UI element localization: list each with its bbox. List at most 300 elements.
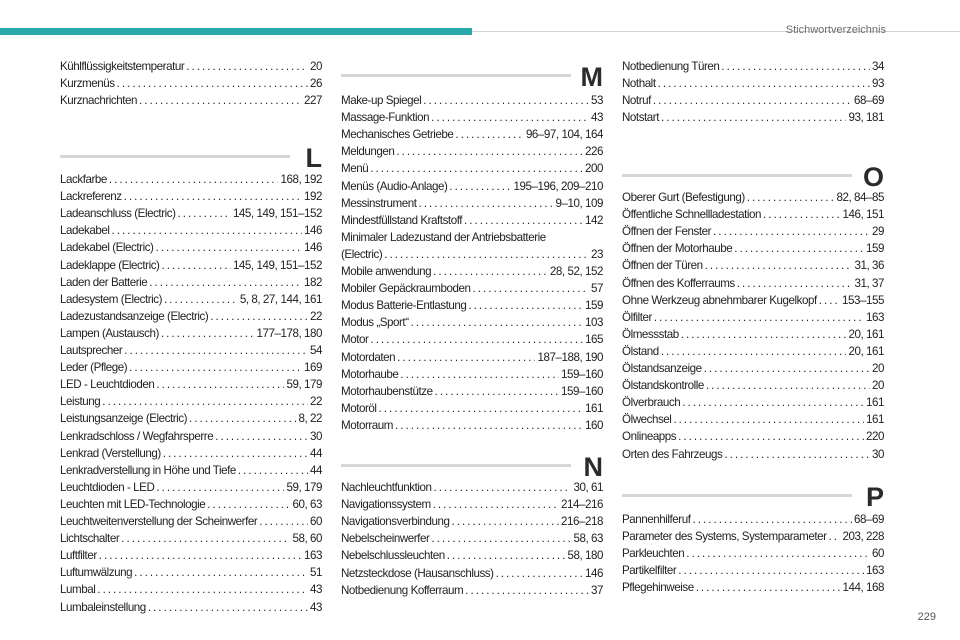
header-accent-bar [0, 28, 472, 35]
index-entry[interactable] [341, 126, 603, 143]
index-entry[interactable] [341, 109, 603, 126]
index-term: Öffentliche Schnellladestation [622, 208, 762, 222]
index-entry[interactable] [341, 195, 603, 212]
index-term: Parkleuchten [622, 547, 685, 561]
page-reference[interactable]: 216–218 [561, 515, 603, 529]
page-reference[interactable]: 31, 37 [854, 276, 884, 290]
dot-leader [747, 189, 835, 206]
dot-leader [109, 171, 279, 188]
dot-leader [673, 411, 864, 428]
page-reference[interactable]: 169 [304, 361, 322, 375]
index-term: Oberer Gurt (Befestigung) [622, 191, 745, 204]
page-reference[interactable]: 20, 161 [848, 327, 884, 341]
dot-leader [164, 291, 238, 308]
section-letter: L [305, 143, 322, 173]
index-entry[interactable] [622, 360, 884, 377]
page-reference[interactable]: 57 [591, 282, 603, 296]
page-reference[interactable]: 146 [585, 566, 603, 580]
page-reference[interactable]: 93 [872, 77, 884, 91]
page-reference[interactable]: 103 [585, 316, 603, 330]
dot-leader [161, 257, 230, 274]
page-reference[interactable]: 192 [304, 190, 322, 204]
index-entry[interactable] [622, 446, 884, 463]
dot-leader [447, 547, 566, 564]
index-entry[interactable] [622, 428, 884, 445]
index-term: Motor [341, 333, 369, 347]
dot-leader [121, 530, 290, 547]
page-reference[interactable]: 227 [304, 94, 322, 108]
index-entry[interactable] [60, 513, 322, 530]
dot-leader [692, 511, 852, 528]
index-entry[interactable] [622, 377, 884, 394]
dot-leader [681, 326, 847, 343]
page-reference[interactable]: 160 [585, 418, 603, 432]
index-term: Ölmessstab [622, 327, 679, 341]
dot-leader [97, 581, 308, 598]
index-entry[interactable] [622, 75, 884, 92]
page-reference[interactable]: 159–160 [561, 367, 603, 381]
index-entry[interactable] [622, 545, 884, 562]
dot-leader [189, 410, 296, 427]
page-reference[interactable]: 146 [304, 241, 322, 255]
page-reference[interactable]: 31, 36 [854, 259, 884, 273]
index-entry[interactable] [622, 411, 884, 428]
section-divider [60, 155, 290, 158]
page-reference[interactable]: 159 [866, 242, 884, 256]
page-reference[interactable]: 60 [310, 515, 322, 528]
index-term: Ölverbrauch [622, 396, 681, 410]
dot-leader [704, 360, 870, 377]
page-reference[interactable]: 43 [591, 111, 603, 125]
dot-leader [434, 479, 572, 496]
index-term: Kühlflüssigkeitstemperatur [60, 60, 185, 73]
index-entry[interactable] [341, 417, 603, 434]
dot-leader [411, 314, 583, 331]
dot-leader [400, 366, 559, 383]
dot-leader [111, 222, 302, 239]
index-entry[interactable] [60, 581, 322, 598]
dot-leader [435, 383, 559, 400]
index-term: Leistung [60, 395, 101, 409]
index-entry[interactable] [60, 462, 322, 479]
page-reference[interactable]: 145, 149, 151–152 [232, 207, 322, 221]
index-term: Lackreferenz [60, 190, 122, 204]
section-divider [341, 464, 571, 467]
index-entry[interactable] [60, 342, 322, 359]
page-reference[interactable]: 43 [310, 583, 322, 597]
index-term: Kurzmenüs [60, 77, 115, 91]
page-reference[interactable]: 34 [872, 60, 884, 73]
index-entry[interactable] [341, 349, 603, 366]
index-term: Leder (Pflege) [60, 361, 128, 375]
page-reference[interactable]: 226 [585, 145, 603, 159]
page-reference[interactable]: 22 [310, 395, 322, 409]
page-reference[interactable]: 163 [866, 310, 884, 324]
page-reference[interactable]: 23 [591, 247, 603, 261]
index-term: Mechanisches Getriebe [341, 128, 454, 142]
dot-leader [433, 263, 548, 280]
index-term: Ölstandsanzeige [622, 362, 702, 375]
index-entry[interactable] [60, 547, 322, 564]
dot-leader [465, 582, 589, 599]
page-reference[interactable]: 161 [585, 401, 603, 415]
page-reference[interactable]: 182 [304, 275, 322, 289]
page-reference[interactable]: 54 [310, 344, 322, 357]
index-entry[interactable] [341, 547, 603, 564]
page-reference[interactable]: 60, 63 [292, 497, 322, 511]
index-entry[interactable] [341, 513, 603, 530]
index-entry[interactable] [60, 530, 322, 547]
index-term: Leuchtweitenverstellung der Scheinwerfer [60, 515, 258, 528]
dot-leader [449, 178, 511, 195]
index-entry[interactable] [341, 314, 603, 331]
page-reference[interactable]: 30 [872, 447, 884, 461]
index-term: Notbedienung Kofferraum [341, 583, 464, 597]
index-entry[interactable] [341, 366, 603, 383]
index-term: Navigationssystem [341, 498, 431, 512]
index-term: Mobiler Gepäckraumboden [341, 282, 471, 296]
section-divider [341, 74, 571, 77]
page-number: 229 [917, 611, 936, 623]
page-reference[interactable]: 30 [310, 429, 322, 443]
page-reference[interactable]: 44 [310, 446, 322, 460]
page-reference[interactable]: 58, 60 [292, 532, 322, 546]
dot-leader [452, 513, 560, 530]
page-reference[interactable]: 220 [866, 430, 884, 444]
index-entry[interactable] [622, 240, 884, 257]
dot-leader [161, 325, 255, 342]
index-entry[interactable] [622, 58, 884, 75]
page-reference[interactable]: 142 [585, 213, 603, 227]
index-entry[interactable] [341, 229, 603, 246]
index-term: Ölstand [622, 344, 659, 358]
index-term: Minimaler Ladezustand der Antriebsbatterie [341, 230, 546, 244]
page-reference[interactable]: 214–216 [561, 498, 603, 512]
page-reference[interactable]: 187–188, 190 [537, 350, 603, 364]
index-entry[interactable] [60, 92, 322, 109]
page-reference[interactable]: 20 [872, 379, 884, 393]
index-entry[interactable] [60, 428, 322, 445]
index-term: Massage-Funktion [341, 111, 430, 125]
index-term: Notruf [622, 94, 651, 108]
dot-leader [370, 160, 583, 177]
page-reference[interactable]: 60 [872, 547, 884, 561]
dot-leader [99, 547, 302, 564]
index-entry[interactable] [60, 393, 322, 410]
page-reference[interactable]: 29 [872, 225, 884, 239]
dot-leader [737, 275, 853, 292]
index-entry[interactable] [622, 309, 884, 326]
index-term: Modus Batterie-Entlastung [341, 299, 467, 313]
page-reference[interactable]: 145, 149, 151–152 [232, 258, 322, 272]
dot-leader [178, 205, 231, 222]
page-reference[interactable]: 20 [872, 362, 884, 375]
index-entry[interactable] [622, 189, 884, 206]
dot-leader [654, 309, 864, 326]
index-entry[interactable] [622, 528, 884, 545]
index-term: Kurznachrichten [60, 94, 138, 108]
index-term: Mindestfüllstand Kraftstoff [341, 213, 463, 227]
dot-leader [658, 75, 870, 92]
dot-leader [102, 393, 308, 410]
index-term: Öffnen der Fenster [622, 225, 711, 239]
index-entry[interactable] [341, 280, 603, 297]
page-reference[interactable]: 146, 151 [842, 208, 884, 222]
page-reference[interactable]: 195–196, 209–210 [513, 179, 603, 193]
dot-leader [210, 308, 308, 325]
page-reference[interactable]: 58, 180 [567, 549, 603, 563]
page-title: Stichwortverzeichnis [785, 24, 886, 36]
index-term: Öffnen der Türen [622, 259, 703, 273]
index-term: Lenkradschloss / Wegfahrsperre [60, 429, 214, 443]
index-entry[interactable] [622, 257, 884, 274]
index-term: Lautsprecher [60, 344, 123, 357]
index-entry[interactable] [341, 565, 603, 582]
index-term: Leuchtdioden - LED [60, 480, 155, 494]
page-reference[interactable]: 58, 63 [573, 532, 603, 546]
index-entry[interactable] [60, 205, 322, 222]
index-term: Navigationsverbindung [341, 515, 450, 529]
page-reference[interactable]: 37 [591, 583, 603, 597]
index-entry[interactable] [60, 359, 322, 376]
index-entry[interactable] [341, 178, 603, 195]
index-entry[interactable] [60, 75, 322, 92]
dot-leader [397, 349, 535, 366]
index-term: Parameter des Systems, Systemparameter [622, 530, 827, 544]
dot-leader [134, 564, 308, 581]
index-entry[interactable] [60, 257, 322, 274]
page-reference[interactable]: 51 [310, 566, 322, 580]
index-entry[interactable] [60, 188, 322, 205]
dot-leader [713, 223, 870, 240]
page-reference[interactable]: 5, 8, 27, 144, 161 [239, 292, 322, 306]
index-term: Motoröl [341, 401, 377, 415]
index-term: Notbedienung Türen [622, 60, 720, 73]
index-entry[interactable] [622, 562, 884, 579]
index-term: Motorraum [341, 418, 393, 432]
index-term: Orten des Fahrzeugs [622, 447, 723, 461]
index-entry[interactable] [341, 331, 603, 348]
index-term: Modus „Sport“ [341, 316, 409, 330]
page-reference[interactable]: 68–69 [854, 513, 884, 526]
index-entry[interactable] [622, 292, 884, 309]
index-term: Nothalt [622, 77, 656, 91]
dot-leader [124, 342, 308, 359]
index-term: Ladeanschluss (Electric) [60, 207, 176, 221]
page-reference[interactable]: 159–160 [561, 384, 603, 398]
page-reference[interactable]: 20, 161 [848, 344, 884, 358]
page-reference[interactable]: 165 [585, 333, 603, 347]
index-term: Luftfilter [60, 549, 97, 563]
index-term: Leistungsanzeige (Electric) [60, 412, 188, 426]
index-entry[interactable] [622, 92, 884, 109]
dot-leader [829, 528, 841, 545]
index-entry[interactable] [341, 479, 603, 496]
index-entry[interactable] [60, 496, 322, 513]
dot-leader [117, 75, 308, 92]
index-entry[interactable] [341, 263, 603, 280]
section-divider [622, 174, 852, 177]
dot-leader [396, 143, 583, 160]
page-reference[interactable]: 161 [866, 396, 884, 410]
index-entry[interactable] [622, 579, 884, 596]
index-entry[interactable] [60, 564, 322, 581]
index-term: Lumbaleinstellung [60, 600, 146, 614]
index-entry[interactable] [622, 343, 884, 360]
index-term: Ölstandskontrolle [622, 379, 704, 393]
index-entry[interactable] [622, 394, 884, 411]
page-reference[interactable]: 30, 61 [573, 481, 603, 494]
index-entry[interactable] [341, 143, 603, 160]
index-entry[interactable] [60, 291, 322, 308]
index-term: Notstart [622, 111, 659, 125]
page-reference[interactable]: 44 [310, 463, 322, 477]
index-term: Laden der Batterie [60, 275, 148, 289]
index-term: Motorhaube [341, 367, 399, 381]
page-reference[interactable]: 163 [866, 564, 884, 578]
index-entry[interactable] [622, 223, 884, 240]
dot-leader [661, 109, 846, 126]
page-reference[interactable]: 26 [310, 77, 322, 91]
dot-leader [186, 58, 308, 75]
index-term: Netzsteckdose (Hausanschluss) [341, 566, 494, 580]
index-entry[interactable] [341, 496, 603, 513]
page-reference[interactable]: 161 [866, 413, 884, 427]
index-entry[interactable] [60, 308, 322, 325]
index-entry[interactable] [60, 239, 322, 256]
index-entry[interactable] [60, 171, 322, 188]
dot-leader [139, 92, 302, 109]
page-reference[interactable]: 153–155 [842, 293, 884, 307]
index-term: Lenkrad (Verstellung) [60, 446, 161, 460]
dot-leader [207, 496, 290, 513]
page-reference[interactable]: 163 [304, 549, 322, 563]
section-letter: P [865, 482, 884, 512]
index-entry[interactable] [622, 109, 884, 126]
dot-leader [431, 530, 571, 547]
dot-leader [682, 394, 864, 411]
page-reference[interactable]: 168, 192 [280, 173, 322, 186]
index-term: Lampen (Austausch) [60, 326, 159, 340]
index-term: Ölwechsel [622, 413, 672, 427]
section-letter: M [580, 62, 603, 92]
page-reference[interactable]: 59, 179 [286, 480, 322, 494]
index-term: Lenkradverstellung in Höhe und Tiefe [60, 463, 236, 477]
section-divider [622, 494, 852, 497]
index-entry[interactable] [60, 325, 322, 342]
index-term: Öffnen des Kofferraums [622, 276, 735, 290]
index-term: Partikelfilter [622, 564, 677, 578]
index-term: LED - Leuchtdioden [60, 378, 155, 392]
index-term: Leuchten mit LED-Technologie [60, 497, 206, 511]
page-reference[interactable]: 28, 52, 152 [549, 265, 603, 278]
index-entry[interactable] [341, 582, 603, 599]
index-term: Messinstrument [341, 196, 417, 210]
dot-leader [468, 297, 583, 314]
dot-leader [124, 188, 302, 205]
page-reference[interactable]: 68–69 [854, 94, 884, 108]
page-reference[interactable]: 59, 179 [286, 378, 322, 392]
index-entry[interactable] [341, 530, 603, 547]
index-term: Motordaten [341, 350, 396, 364]
index-entry[interactable] [60, 274, 322, 291]
index-term: Ladekabel [60, 224, 110, 238]
page-reference[interactable]: 9–10, 109 [555, 196, 603, 210]
index-term: Ladeklappe (Electric) [60, 258, 160, 272]
page-reference[interactable]: 93, 181 [848, 111, 884, 125]
index-entry[interactable] [341, 297, 603, 314]
index-entry[interactable] [60, 445, 322, 462]
dot-leader [395, 417, 583, 434]
dot-leader [370, 331, 583, 348]
index-term: Lackfarbe [60, 173, 107, 186]
page-reference[interactable]: 43 [310, 600, 322, 614]
index-entry[interactable] [60, 410, 322, 427]
index-term: Ohne Werkzeug abnehmbarer Kugelkopf [622, 293, 817, 307]
index-term: Ladesystem (Electric) [60, 292, 163, 306]
page-reference[interactable]: 203, 228 [842, 530, 884, 544]
index-term: Meldungen [341, 145, 395, 159]
index-term: Öffnen der Motorhaube [622, 242, 733, 256]
dot-leader [473, 280, 590, 297]
dot-leader [496, 565, 583, 582]
page-reference[interactable]: 8, 22 [298, 412, 322, 426]
header-rule [472, 31, 960, 32]
index-term: Ladekabel (Electric) [60, 241, 154, 255]
dot-leader [384, 246, 589, 263]
index-term: Lichtschalter [60, 532, 120, 546]
index-term: Nebelscheinwerfer [341, 532, 430, 546]
page-reference[interactable]: 22 [310, 309, 322, 323]
dot-leader [423, 92, 589, 109]
page-reference[interactable]: 146 [304, 224, 322, 238]
index-term: Menü [341, 162, 369, 176]
index-entry[interactable] [341, 160, 603, 177]
index-entry[interactable] [60, 479, 322, 496]
index-entry[interactable] [622, 206, 884, 223]
index-entry[interactable] [341, 400, 603, 417]
dot-leader [419, 195, 554, 212]
index-term: Ölfilter [622, 310, 652, 324]
index-term: Ladezustandsanzeige (Electric) [60, 309, 209, 323]
page-reference[interactable]: 96–97, 104, 164 [525, 128, 603, 142]
section-letter: O [862, 162, 884, 192]
index-entry[interactable] [341, 92, 603, 109]
dot-leader [734, 240, 864, 257]
index-entry[interactable] [60, 222, 322, 239]
index-entry[interactable] [341, 246, 603, 263]
page-reference[interactable]: 200 [585, 162, 603, 176]
index-entry[interactable] [341, 212, 603, 229]
page-reference[interactable]: 82, 84–85 [836, 191, 884, 204]
index-entry[interactable] [622, 511, 884, 528]
index-entry[interactable] [60, 376, 322, 393]
index-entry[interactable] [622, 326, 884, 343]
index-entry[interactable] [622, 275, 884, 292]
index-term: Pflegehinweise [622, 581, 694, 595]
index-entry[interactable] [341, 383, 603, 400]
dot-leader [215, 428, 308, 445]
page-reference[interactable]: 144, 168 [842, 581, 884, 595]
page-reference[interactable]: 53 [591, 94, 603, 107]
page-reference[interactable]: 159 [585, 299, 603, 313]
page-reference[interactable]: 177–178, 180 [256, 326, 322, 340]
page-reference[interactable]: 20 [310, 60, 322, 73]
index-entry[interactable] [60, 599, 322, 616]
index-entry[interactable] [60, 58, 322, 75]
index-term: Pannenhilferuf [622, 513, 691, 526]
index-term: Luftumwälzung [60, 566, 133, 580]
